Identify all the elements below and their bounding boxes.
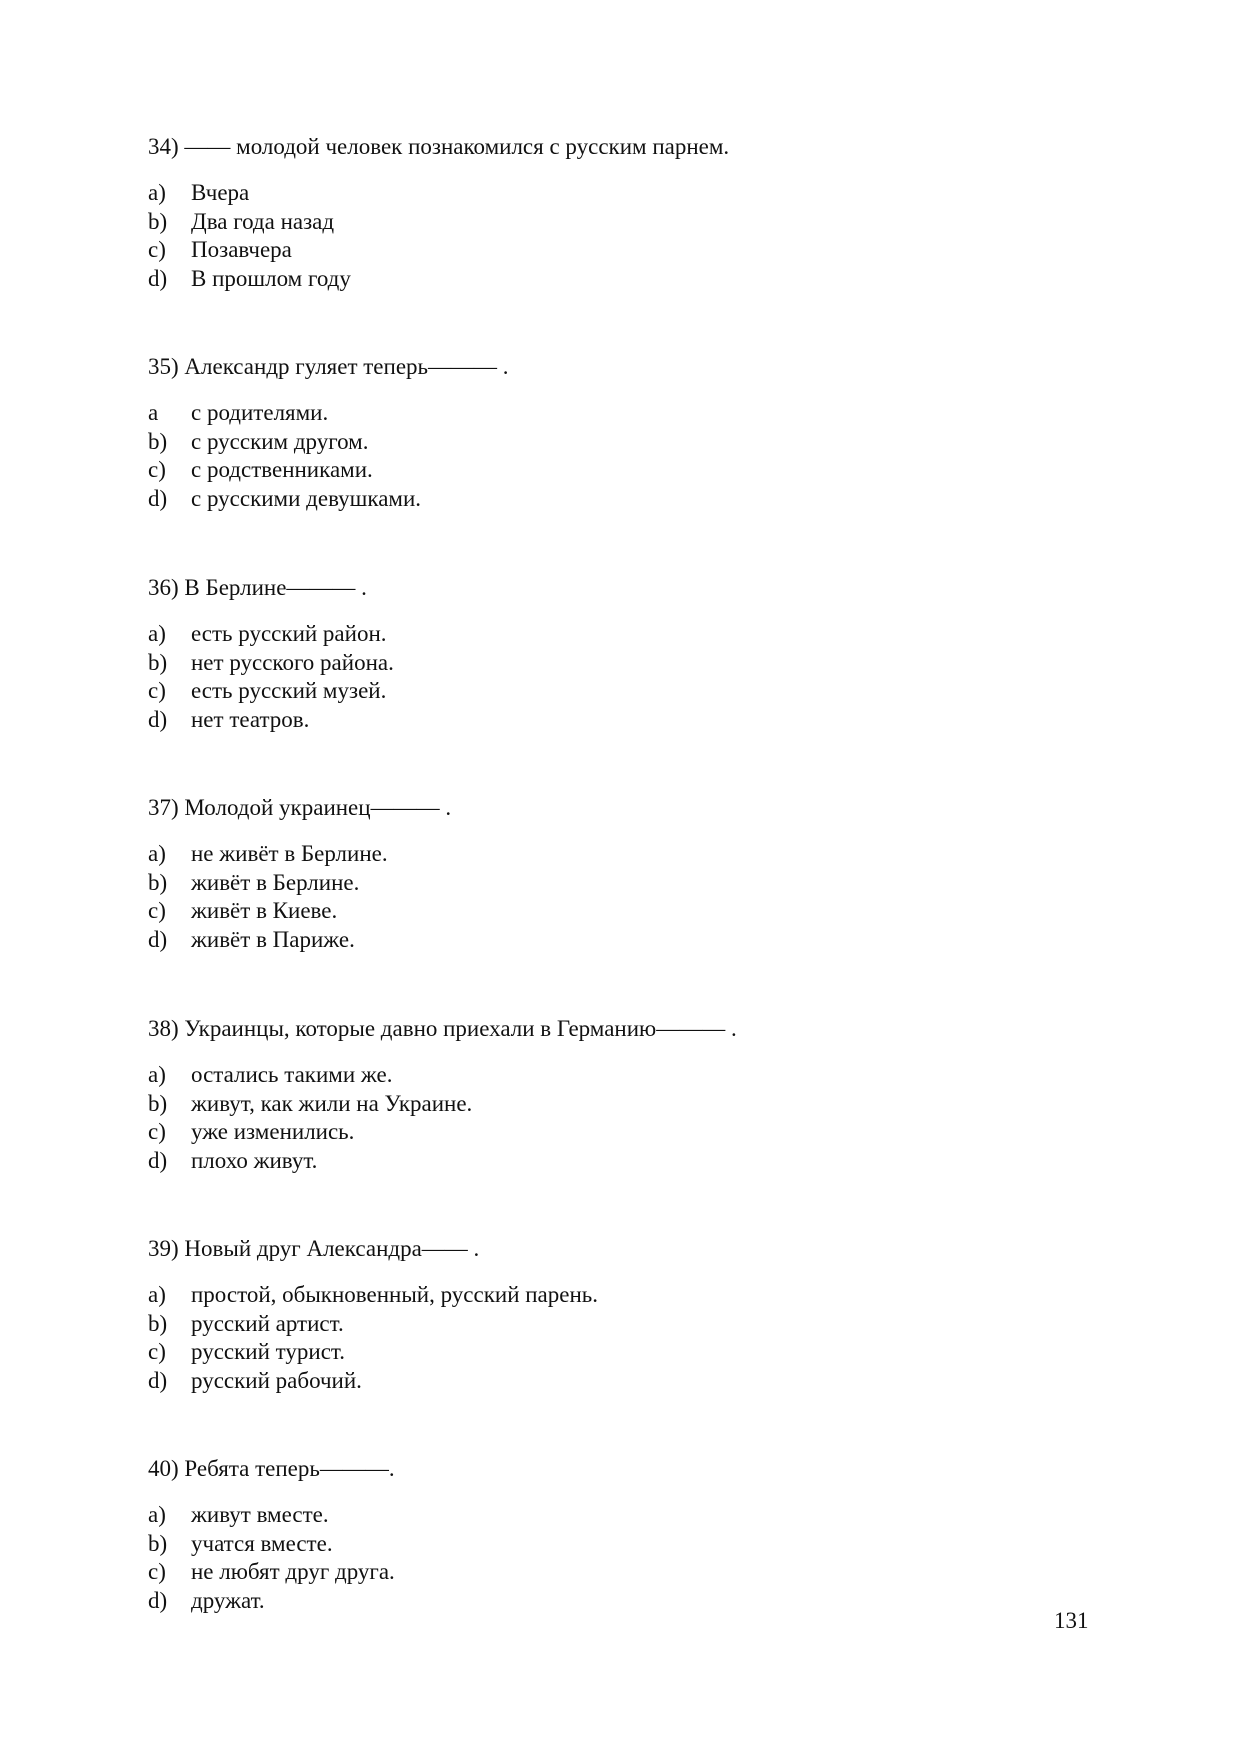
answer-options bbox=[148, 179, 1108, 294]
option-a bbox=[148, 399, 1108, 428]
page-number: 131 bbox=[1054, 1608, 1089, 1633]
option-text: с родственниками. bbox=[191, 457, 373, 483]
option-c bbox=[148, 236, 1108, 265]
option-letter: d) bbox=[148, 266, 168, 292]
option-text: есть русский музей. bbox=[191, 678, 387, 704]
answer-options bbox=[148, 399, 1108, 514]
option-d bbox=[148, 1367, 1108, 1396]
option-letter: c) bbox=[148, 237, 166, 263]
option-letter: d) bbox=[148, 1588, 168, 1614]
option-b bbox=[148, 1530, 1108, 1559]
question-text: 39) Новый друг Александра—— . bbox=[148, 1236, 480, 1261]
option-letter: b) bbox=[148, 869, 168, 895]
option-text: живут вместе. bbox=[191, 1502, 329, 1527]
option-d bbox=[148, 265, 1108, 294]
option-letter: a) bbox=[148, 841, 166, 866]
option-text: простой, обыкновенный, русский парень. bbox=[191, 1282, 599, 1307]
option-letter: a) bbox=[148, 1502, 166, 1527]
option-a bbox=[148, 179, 1108, 208]
option-letter: b) bbox=[148, 1310, 168, 1336]
option-text: Два года назад bbox=[191, 208, 335, 234]
option-letter: a bbox=[148, 400, 159, 425]
option-letter: c) bbox=[148, 1119, 166, 1145]
option-letter: d) bbox=[148, 1368, 168, 1394]
option-letter: a) bbox=[148, 1282, 166, 1307]
question-text: 37) Молодой украинец——— . bbox=[148, 795, 452, 820]
option-text: есть русский район. bbox=[191, 621, 387, 646]
option-text: не любят друг друга. bbox=[191, 1559, 395, 1585]
option-text: русский турист. bbox=[191, 1339, 345, 1365]
option-a bbox=[148, 620, 1108, 649]
option-text: плохо живут. bbox=[191, 1148, 318, 1174]
option-text: нет театров. bbox=[191, 707, 310, 733]
option-text: не живёт в Берлине. bbox=[191, 841, 388, 866]
option-d bbox=[148, 926, 1108, 955]
option-b bbox=[148, 869, 1108, 898]
option-a bbox=[148, 1501, 1108, 1530]
question-text: 40) Ребята теперь———. bbox=[148, 1456, 395, 1481]
option-letter: c) bbox=[148, 1339, 166, 1365]
option-d bbox=[148, 1147, 1108, 1176]
option-letter: c) bbox=[148, 678, 166, 704]
option-letter: b) bbox=[148, 208, 168, 234]
option-letter: d) bbox=[148, 927, 168, 953]
option-a bbox=[148, 1281, 1108, 1310]
question-38 bbox=[148, 1015, 1108, 1176]
option-text: с русскими девушками. bbox=[191, 486, 422, 512]
option-letter: c) bbox=[148, 898, 166, 924]
option-letter: d) bbox=[148, 707, 168, 733]
option-letter: c) bbox=[148, 1559, 166, 1585]
option-c bbox=[148, 677, 1108, 706]
answer-options bbox=[148, 840, 1108, 955]
option-c bbox=[148, 1338, 1108, 1367]
option-a bbox=[148, 840, 1108, 869]
option-text: В прошлом году bbox=[191, 266, 351, 292]
option-text: с русским другом. bbox=[191, 428, 369, 454]
question-39 bbox=[148, 1235, 1108, 1396]
option-letter: b) bbox=[148, 428, 168, 454]
option-c bbox=[148, 1558, 1108, 1587]
option-b bbox=[148, 208, 1108, 237]
option-text: живут, как жили на Украине. bbox=[191, 1090, 473, 1116]
option-text: учатся вместе. bbox=[191, 1530, 333, 1556]
option-letter: a) bbox=[148, 621, 166, 646]
question-37 bbox=[148, 794, 1108, 955]
option-text: Позавчера bbox=[191, 237, 292, 263]
option-letter: a) bbox=[148, 180, 166, 205]
option-text: уже изменились. bbox=[191, 1119, 355, 1145]
option-d bbox=[148, 1587, 1108, 1616]
question-text: 34) —— молодой человек познакомился с русским парнем. bbox=[148, 134, 730, 159]
question-text: 35) Александр гуляет теперь——— . bbox=[148, 354, 509, 379]
question-36 bbox=[148, 574, 1108, 735]
option-b bbox=[148, 649, 1108, 678]
option-text: нет русского района. bbox=[191, 649, 394, 675]
option-text: русский рабочий. bbox=[191, 1368, 362, 1394]
answer-options bbox=[148, 1061, 1108, 1176]
answer-options bbox=[148, 1501, 1108, 1616]
option-c bbox=[148, 456, 1108, 485]
option-letter: a) bbox=[148, 1062, 166, 1087]
option-text: живёт в Берлине. bbox=[191, 869, 360, 895]
option-letter: d) bbox=[148, 486, 168, 512]
option-b bbox=[148, 1310, 1108, 1339]
option-text: живёт в Киеве. bbox=[191, 898, 338, 924]
option-d bbox=[148, 485, 1108, 514]
question-40 bbox=[148, 1455, 1108, 1616]
question-text: 38) Украинцы, которые давно приехали в Германию——— . bbox=[148, 1016, 737, 1041]
option-d bbox=[148, 706, 1108, 735]
option-text: остались такими же. bbox=[191, 1062, 393, 1087]
option-letter: b) bbox=[148, 649, 168, 675]
option-letter: d) bbox=[148, 1148, 168, 1174]
option-c bbox=[148, 1118, 1108, 1147]
option-letter: b) bbox=[148, 1090, 168, 1116]
question-text: 36) В Берлине——— . bbox=[148, 575, 367, 600]
option-text: с родителями. bbox=[191, 400, 329, 425]
question-34 bbox=[148, 133, 1108, 294]
question-35 bbox=[148, 353, 1108, 514]
option-text: русский артист. bbox=[191, 1310, 344, 1336]
option-text: живёт в Париже. bbox=[191, 927, 355, 953]
option-b bbox=[148, 428, 1108, 457]
option-letter: c) bbox=[148, 457, 166, 483]
answer-options bbox=[148, 620, 1108, 735]
option-a bbox=[148, 1061, 1108, 1090]
option-text: дружат. bbox=[191, 1588, 265, 1614]
option-b bbox=[148, 1090, 1108, 1119]
answer-options bbox=[148, 1281, 1108, 1396]
option-c bbox=[148, 897, 1108, 926]
option-letter: b) bbox=[148, 1530, 168, 1556]
option-text: Вчера bbox=[191, 180, 250, 205]
